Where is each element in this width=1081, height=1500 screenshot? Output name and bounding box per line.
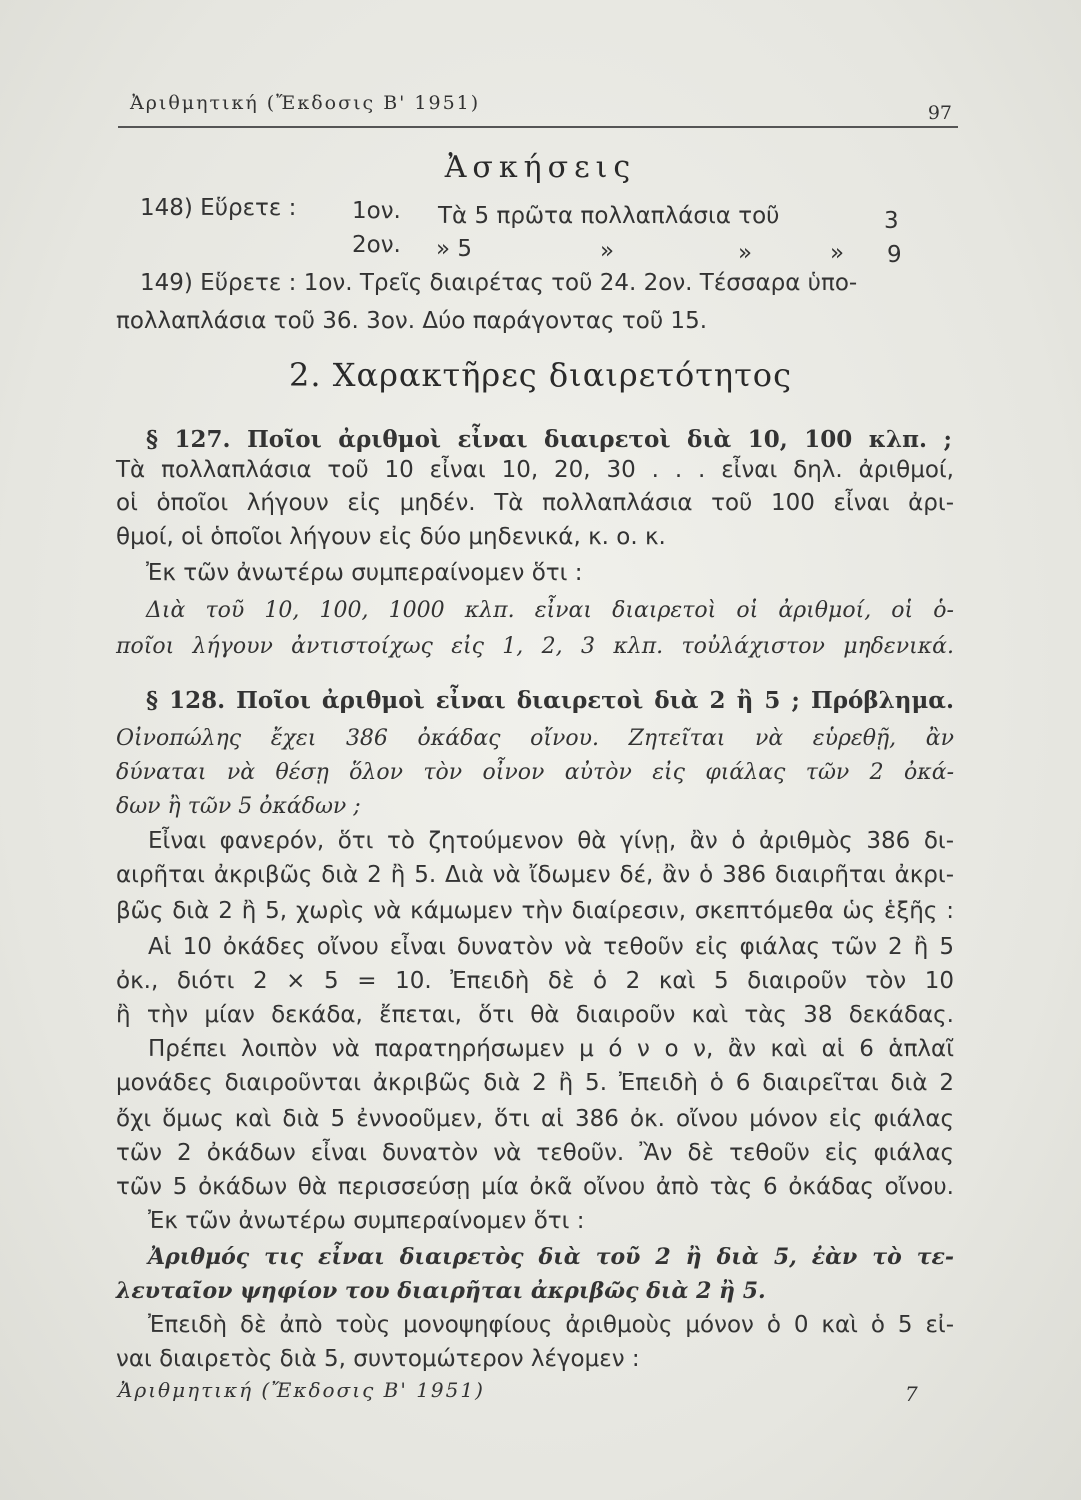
paragraph-127-rule-line-1: Διὰ τοῦ 10, 100, 1000 κλπ. εἶναι διαιρετοὶ οἱ ἀριθμοί, οἱ ὁ- [146,598,954,623]
paragraph-128-problem-line-2: δύναται νὰ θέσῃ ὅλον τὸν οἶνον αὐτὸν εἰς φιάλας τῶν 2 ὀκά- [116,760,954,785]
paragraph-128-rule-line-1: Ἀριθμός τις εἶναι διαιρετὸς διὰ τοῦ 2 ἢ διὰ 5, ἐὰν τὸ τε- [148,1244,954,1270]
exercise-148-item2-text: » 5 [436,236,473,262]
paragraph-128-text-line: αιρῆται ἀκριβῶς διὰ 2 ἢ 5. Διὰ νὰ ἴδωμεν δέ, ἂν ὁ 386 διαιρῆται ἀκρι- [116,862,954,888]
paragraph-128-text-line: τῶν 2 ὀκάδων εἶναι δυνατὸν νὰ τεθοῦν. Ἂν δὲ τεθοῦν εἰς φιάλας [116,1140,954,1166]
paragraph-128-problem-line-3: δων ἢ τῶν 5 ὀκάδων ; [116,794,361,819]
paragraph-128-closing-line-1: Ἐπειδὴ δὲ ἀπὸ τοὺς μονοψηφίους ἀριθμοὺς μόνον ὁ 0 καὶ ὁ 5 εἰ- [148,1312,954,1338]
exercise-148-ditto-1: » [600,238,615,264]
exercise-148-item2-number: 9 [887,242,902,268]
paragraph-128-text-line: μονάδες διαιροῦνται ἀκριβῶς διὰ 2 ἢ 5. Ἐπειδὴ ὁ 6 διαιρεῖται διὰ 2 [116,1070,954,1096]
paragraph-128-problem-line-1: Οἰνοπώλης ἔχει 386 ὀκάδας οἴνου. Ζητεῖται νὰ εὑρεθῇ, ἂν [116,726,954,751]
paragraph-127-line-4: Ἐκ τῶν ἀνωτέρω συμπεραίνομεν ὅτι : [146,560,583,586]
exercise-148-ditto-2: » [738,240,753,266]
exercise-148-item1-number: 3 [884,208,899,234]
page-number: 97 [927,102,952,124]
exercise-149-line-2: πολλαπλάσια τοῦ 36. 3ον. Δύο παράγοντας τοῦ 15. [116,308,708,334]
exercise-148-label: 148) Εὕρετε : [140,195,297,221]
paragraph-128-text-line: ὄχι ὅμως καὶ διὰ 5 ἐννοοῦμεν, ὅτι αἱ 386 ὀκ. οἴνου μόνον εἰς φιάλας [116,1106,954,1132]
paragraph-128-heading: § 128. Ποῖοι ἀριθμοὶ εἶναι διαιρετοὶ διὰ 2 ἢ 5 ; Πρόβλημα. [146,687,954,714]
paragraph-127-heading: § 127. Ποῖοι ἀριθμοὶ εἶναι διαιρετοὶ διὰ 10, 100 κλπ. ; [146,426,952,453]
paragraph-128-text-line: ἢ τὴν μίαν δεκάδα, ἔπεται, ὅτι θὰ διαιροῦν καὶ τὰς 38 δεκάδας. [116,1002,954,1028]
running-title: Ἀριθμητική (Ἔκδοσις Β' 1951) [130,92,481,114]
paragraph-127-line-1: Τὰ πολλαπλάσια τοῦ 10 εἶναι 10, 20, 30 . . . εἶναι δηλ. ἀριθμοί, [116,457,954,483]
exercise-148-item1-text: Τὰ 5 πρῶτα πολλαπλάσια τοῦ [438,203,780,229]
exercise-148-item2-ordinal: 2ον. [352,232,401,258]
exercise-148-ditto-3: » [830,240,845,266]
paragraph-128-rule-line-2: λευταῖον ψηφίον του διαιρῆται ἀκριβῶς διὰ 2 ἢ 5. [116,1278,766,1304]
exercise-149-line-1: 149) Εὕρετε : 1ον. Τρεῖς διαιρέτας τοῦ 24. 2ον. Τέσσαρα ὑπο- [140,270,858,296]
paragraph-127-rule-line-2: ποῖοι λήγουν ἀντιστοίχως εἰς 1, 2, 3 κλπ. τοὐλάχιστον μηδενικά. [116,634,954,659]
paragraph-127-line-3: θμοί, οἱ ὁποῖοι λήγουν εἰς δύο μηδενικά, κ. ο. κ. [116,524,666,550]
section-title: 2. Χαρακτῆρες διαιρετότητος [289,356,792,394]
page-header [118,88,958,128]
paragraph-128-text-line: βῶς διὰ 2 ἢ 5, χωρὶς νὰ κάμωμεν τὴν διαίρεσιν, σκεπτόμεθα ὡς ἑξῆς : [116,898,954,924]
paragraph-127-line-2: οἱ ὁποῖοι λήγουν εἰς μηδέν. Τὰ πολλαπλάσια τοῦ 100 εἶναι ἀρι- [116,490,954,516]
paragraph-128-text-line: Αἱ 10 ὀκάδες οἴνου εἶναι δυνατὸν νὰ τεθοῦν εἰς φιάλας τῶν 2 ἢ 5 [148,934,954,960]
paragraph-128-text-line: Ἐκ τῶν ἀνωτέρω συμπεραίνομεν ὅτι : [148,1208,585,1234]
exercises-title: Ἀσκήσεις [444,150,637,185]
paragraph-128-closing-line-2: ναι διαιρετὸς διὰ 5, συντομώτερον λέγομεν : [116,1346,640,1372]
paragraph-128-text-line: Πρέπει λοιπὸν νὰ παρατηρήσωμεν μ ό ν ο ν, ἂν καὶ αἱ 6 ἁπλαῖ [148,1036,954,1062]
signature-title: Ἀριθμητική (Ἔκδοσις Β' 1951) [118,1378,485,1402]
paragraph-128-text-line: Εἶναι φανερόν, ὅτι τὸ ζητούμενον θὰ γίνῃ, ἂν ὁ ἀριθμὸς 386 δι- [148,828,954,854]
paragraph-128-text-line: ὀκ., διότι 2 × 5 = 10. Ἐπειδὴ δὲ ὁ 2 καὶ 5 διαιροῦν τὸν 10 [116,968,954,994]
signature-mark: 7 [905,1382,918,1406]
exercise-148-item1-ordinal: 1ον. [352,198,401,224]
paragraph-128-text-line: τῶν 5 ὀκάδων θὰ περισσεύσῃ μία ὀκᾶ οἴνου ἀπὸ τὰς 6 ὀκάδας οἴνου. [116,1174,954,1200]
